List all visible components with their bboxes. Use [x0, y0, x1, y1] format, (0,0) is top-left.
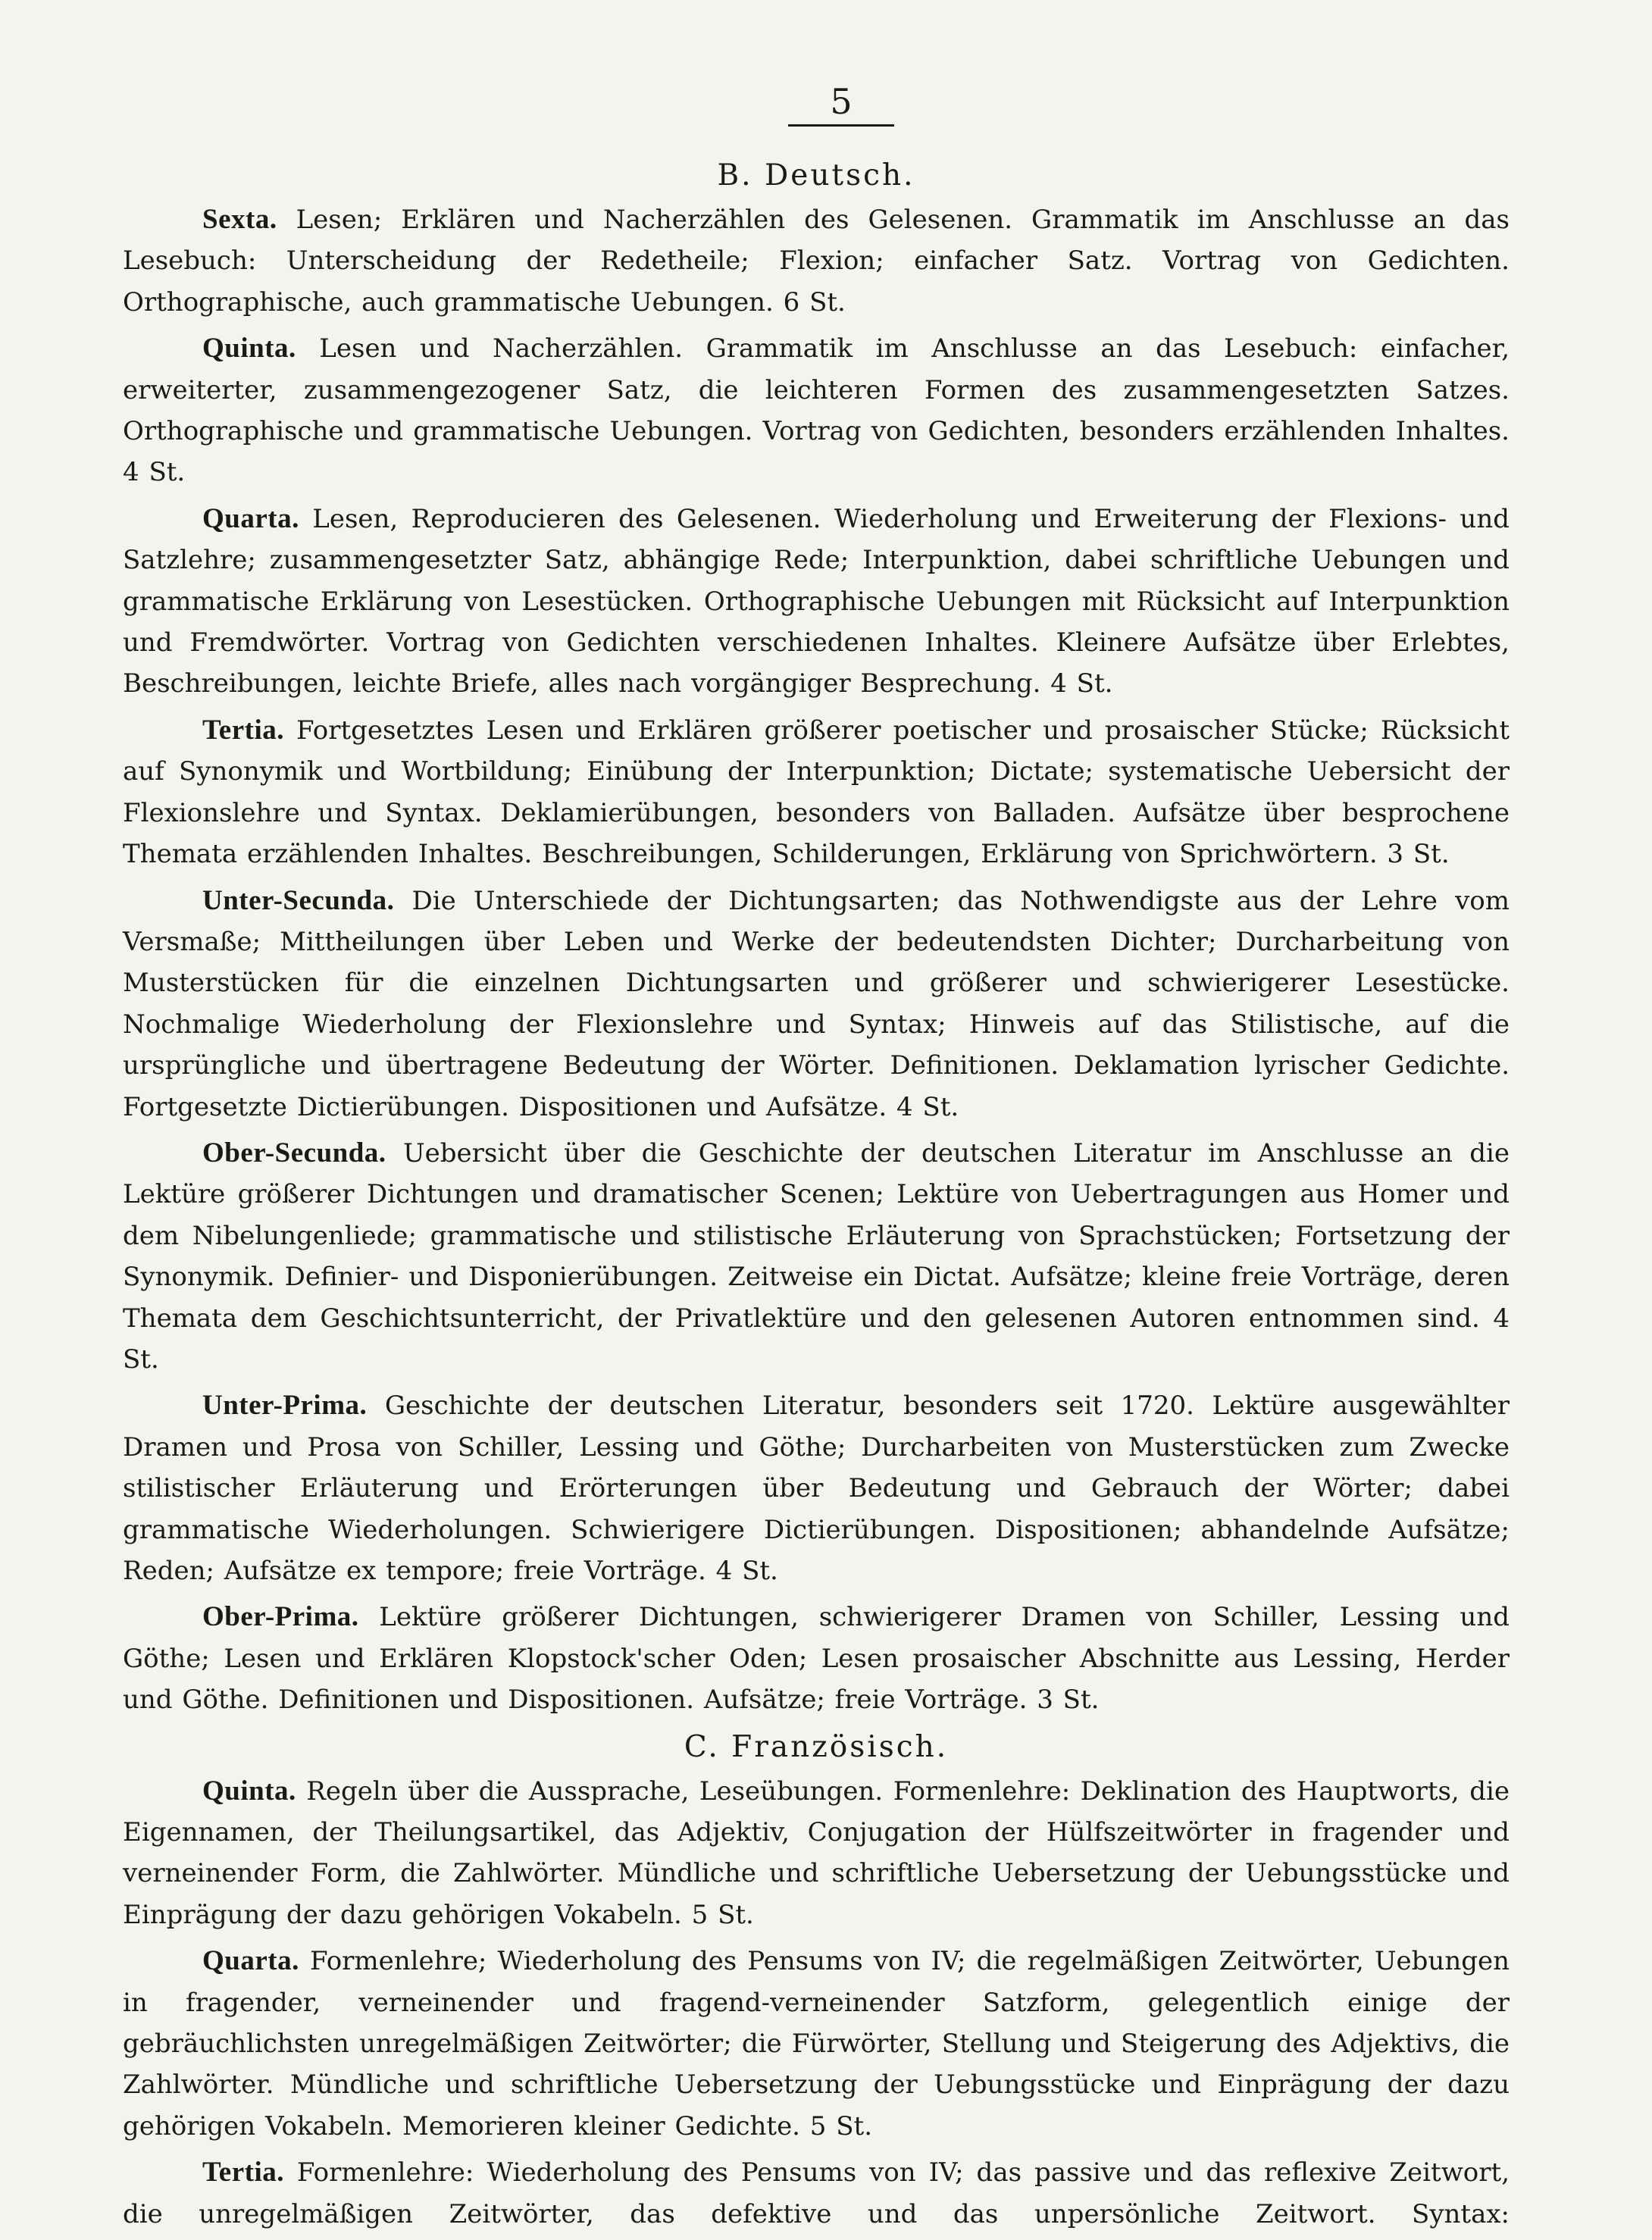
grade-label: Ober-Secunda. [202, 1137, 386, 1168]
paragraph-text: Formenlehre; Wiederholung des Pensums von IV; die regelmäßigen Zeitwörter, Uebungen in fragender, verneinender und fragend-verneinender Satzform, gelegentlich einige der gebräuchlichsten unregelmäßigen Zeitwörter; die Fürwörter, Stellung und Steigerung des Adjektivs, die Zahlwörter. Mündliche und schriftliche Uebersetzung der Uebungsstücke und Einprägung der dazu gehörigen Vokabeln. Memorieren kleiner Gedichte. 5 St. [123, 1946, 1510, 2141]
grade-label: Unter-Prima. [202, 1390, 368, 1422]
paragraph-text: Formenlehre: Wiederholung des Pensums von IV; das passive und das reflexive Zeitwort, die unregelmäßigen Zeitwörter, das defektive und das unpersönliche Zeitwort. Syntax: [123, 2157, 1510, 2229]
grade-label: Quinta. [202, 333, 296, 364]
paragraph-text: Die Unterschiede der Dichtungsarten; das Nothwendigste aus der Lehre vom Versmaße; Mittheilungen über Leben und Werke der bedeutendsten Dichter; Durcharbeitung von Musterstücken für die einzelnen Dichtungsarten und größerer und schwierigerer Lesestücke. Nochmalige Wiederholung der Flexionslehre und Syntax; Hinweis auf das Stilistische, auf die ursprüngliche und übertragene Bedeutung der Wörter. Definitionen. Deklamation lyrischer Gedichte. Fortgesetzte Dictierübungen. Dispositionen und Aufsätze. 4 St. [123, 885, 1510, 1122]
paragraph-fr-tertia [123, 2152, 1510, 2235]
paragraph-text: Lesen; Erklären und Nacherzählen des Gelesenen. Grammatik im Anschlusse an das Lesebuch: Unterscheidung der Redetheile; Flexion; einfacher Satz. Vortrag von Gedichten. Orthographische, auch grammatische Uebungen. 6 St. [123, 205, 1510, 318]
grade-label: Quinta. [202, 1775, 296, 1807]
paragraph-text: Lesen, Reproducieren des Gelesenen. Wiederholung und Erweiterung der Flexions- und Satzlehre; zusammengesetzter Satz, abhängige Rede; Interpunktion, dabei schriftliche Uebungen und grammatische Erklärung von Lesestücken. Orthographische Uebungen mit Rücksicht auf Interpunktion und Fremdwörter. Vortrag von Gedichten verschiedenen Inhaltes. Kleinere Aufsätze über Erlebtes, Beschreibungen, leichte Briefe, alles nach vorgängiger Besprechung. 4 St. [123, 503, 1510, 699]
grade-label: Quarta. [202, 502, 299, 534]
paragraph-fr-quinta [123, 1771, 1510, 1936]
paragraph-ober-prima [123, 1597, 1510, 1720]
paragraph-text: Fortgesetztes Lesen und Erklären größerer poetischer und prosaischer Stücke; Rücksicht auf Synonymik und Wortbildung; Einübung der Interpunktion; Dictate; systematische Uebersicht der Flexionslehre und Syntax. Deklamierübungen, besonders von Balladen. Aufsätze über besprochene Themata erzählenden Inhaltes. Beschreibungen, Schilderungen, Erklärung von Sprichwörtern. 3 St. [123, 715, 1510, 870]
grade-label: Sexta. [202, 204, 277, 235]
paragraph-quarta [123, 499, 1510, 705]
paragraph-ober-secunda [123, 1133, 1510, 1380]
section-heading-deutsch: B. Deutsch. [717, 158, 915, 192]
grade-label: Tertia. [202, 2157, 284, 2188]
grade-label: Ober-Prima. [202, 1601, 359, 1633]
paragraph-text: Lektüre größerer Dichtungen, schwierigerer Dramen von Schiller, Lessing und Göthe; Lesen und Erklären Klopstock'scher Oden; Lesen prosaischer Abschnitte aus Lessing, Herder und Göthe. Definitionen und Dispositionen. Aufsätze; freie Vorträge. 3 St. [123, 1602, 1510, 1716]
paragraph-text: Regeln über die Aussprache, Leseübungen. Formenlehre: Deklination des Hauptworts, die Eigennamen, der Theilungsartikel, das Adjektiv, Conjugation der Hülfszeitwörter in fragender und verneinender Form, die Zahlwörter. Mündliche und schriftliche Uebersetzung der Uebungsstücke und Einprägung der dazu gehörigen Vokabeln. 5 St. [123, 1775, 1510, 1930]
paragraph-fr-quarta [123, 1941, 1510, 2147]
paragraph-unter-prima [123, 1385, 1510, 1591]
paragraph-text: Lesen und Nacherzählen. Grammatik im Anschlusse an das Lesebuch: einfacher, erweiterter, zusammengezogener Satz, die leichteren Formen des zusammengesetzten Satzes. Orthographische und grammatische Uebungen. Vortrag von Gedichten, besonders erzählenden Inhaltes. 4 St. [123, 333, 1510, 488]
paragraph-quinta [123, 328, 1510, 493]
paragraph-tertia [123, 710, 1510, 875]
page-number: 5 [830, 81, 853, 122]
grade-label: Tertia. [202, 714, 284, 746]
paragraph-text: Uebersicht über die Geschichte der deutschen Literatur im Anschlusse an die Lektüre größerer Dichtungen und dramatischer Scenen; Lektüre von Uebertragungen aus Homer und dem Nibelungenliede; grammatische und stilistische Erläuterung von Sprachstücken; Fortsetzung der Synonymik. Definier- und Disponierübungen. Zeitweise ein Dictat. Aufsätze; kleine freie Vorträge, deren Themata dem Geschichtsunterricht, der Privatlektüre und den gelesenen Autoren entnommen sind. 4 St. [123, 1137, 1510, 1375]
paragraph-text: Geschichte der deutschen Literatur, besonders seit 1720. Lektüre ausgewählter Dramen und Prosa von Schiller, Lessing und Göthe; Durcharbeiten von Musterstücken zum Zwecke stilistischer Erläuterung und Erörterungen über Bedeutung und Gebrauch der Wörter; dabei grammatische Wiederholungen. Schwierigere Dictierübungen. Dispositionen; abhandelnde Aufsätze; Reden; Aufsätze ex tempore; freie Vorträge. 4 St. [123, 1391, 1510, 1586]
section-heading-franzoesisch: C. Französisch. [684, 1729, 949, 1764]
page-number-rule [788, 124, 894, 127]
paragraph-unter-secunda [123, 881, 1510, 1128]
paragraph-sexta [123, 199, 1510, 323]
grade-label: Unter-Secunda. [202, 884, 395, 916]
grade-label: Quarta. [202, 1945, 299, 1977]
page-content [123, 155, 1510, 2240]
